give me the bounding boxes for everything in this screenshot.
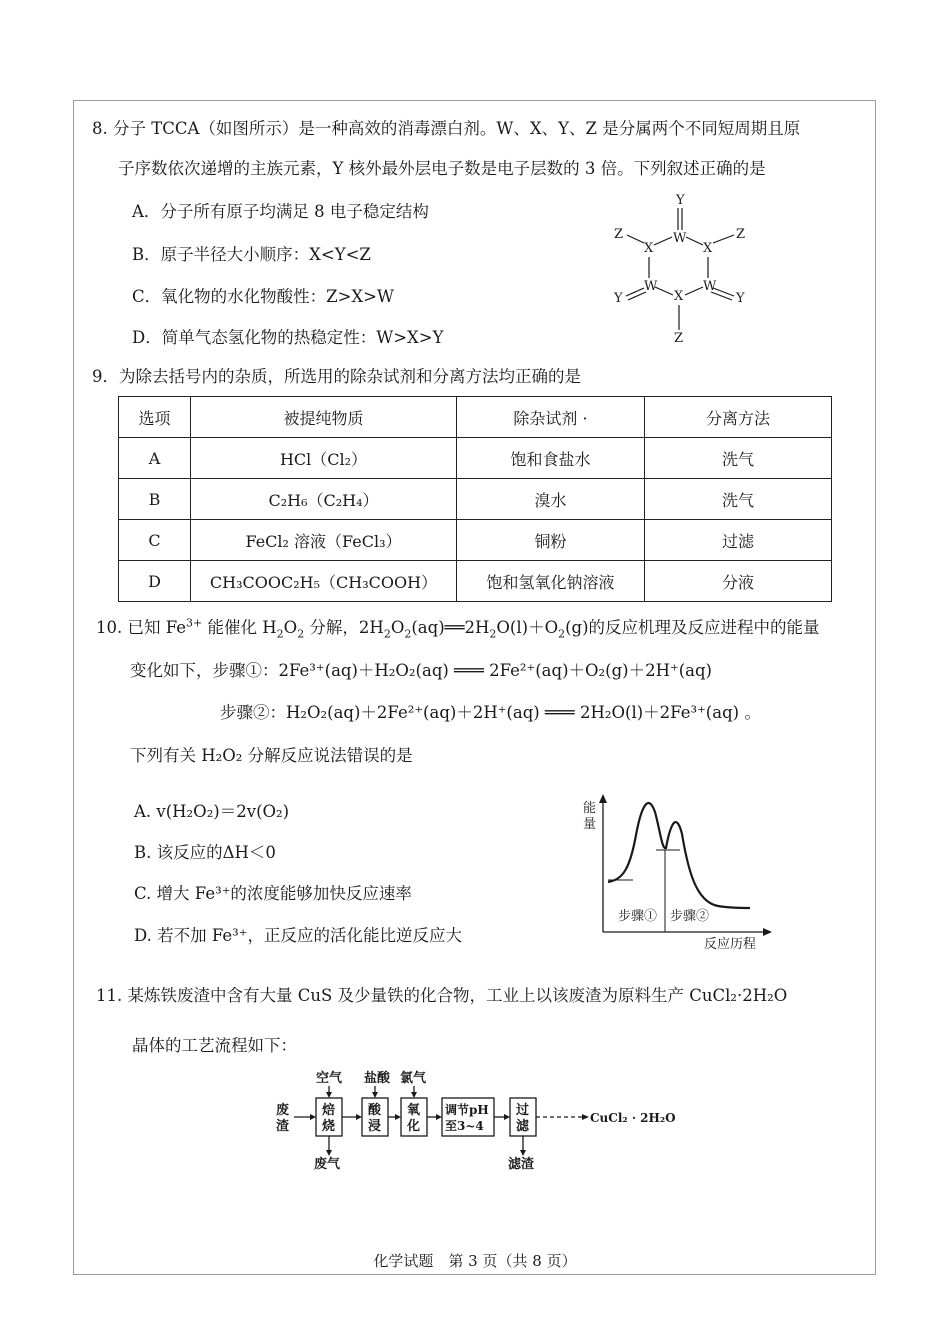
- table-cell: 洗气: [645, 479, 832, 520]
- mol-atom-w-top: W: [673, 231, 687, 246]
- q10-step2: 步骤②：H₂O₂(aq)＋2Fe²⁺(aq)＋2H⁺(aq) ═══ 2H₂O(l)＋2Fe³⁺(aq) 。: [220, 703, 761, 722]
- flow-air-label: 空气: [316, 1071, 343, 1086]
- q10-text-part: 10. 已知 Fe: [96, 618, 187, 637]
- flow-product-label: CuCl₂ · 2H₂O: [590, 1111, 676, 1125]
- table-cell: B: [119, 479, 191, 520]
- flow-chlorine-label: 氯气: [400, 1071, 427, 1086]
- table-row: [119, 520, 832, 561]
- table-cell: 饱和氢氧化钠溶液: [457, 561, 645, 602]
- flow-box3-bottom: 化: [407, 1119, 421, 1134]
- energy-step2-label: 步骤②: [670, 909, 710, 924]
- table-cell: CH₃COOC₂H₅（CH₃COOH）: [191, 561, 457, 602]
- flow-box2-bottom: 浸: [368, 1119, 382, 1134]
- q10-text-part: 分解，2H: [304, 618, 384, 637]
- flow-box5-top: 过: [516, 1103, 530, 1118]
- flow-box5-bottom: 滤: [516, 1119, 530, 1134]
- q8-stem-line1: 8. 分子 TCCA（如图所示）是一种高效的消毒漂白剂。W、X、Y、Z 是分属两个不同短周期且原: [92, 119, 801, 138]
- table-row: [119, 438, 832, 479]
- q11-stem-line2: 晶体的工艺流程如下：: [132, 1036, 297, 1055]
- table-cell: 铜粉: [457, 520, 645, 561]
- mol-atom-x-bottom: X: [674, 289, 684, 304]
- mol-atom-w-left: W: [644, 279, 658, 294]
- q10-text-part: O(l)＋O: [496, 618, 559, 637]
- q10-text-part: O: [390, 618, 405, 637]
- flow-box2-top: 酸: [368, 1103, 382, 1118]
- q10-text-part: (g)的反应机理及反应进程中的能量: [565, 618, 820, 637]
- flow-waste-gas-label: 废气: [314, 1157, 341, 1172]
- flow-hcl-label: 盐酸: [364, 1071, 391, 1086]
- q10-stem-line1: 10. 已知 $Fe^{3+}$ 能催化 $H_2O_2$ 分解，$2H_2O_2(aq)══2H_2O(l)+O_2(g)$的反应机理及反应进程中的能量: [96, 616, 820, 641]
- flow-input-bottom: 渣: [276, 1119, 290, 1134]
- q10-text-part: 能催化 H: [202, 618, 277, 637]
- table-cell: FeCl₂ 溶液（FeCl₃）: [191, 520, 457, 561]
- table-cell: 饱和食盐水: [457, 438, 645, 479]
- flow-box3-top: 氧: [407, 1103, 421, 1118]
- table-row: [119, 479, 832, 520]
- page-footer: 化学试题 第 3 页（共 8 页）: [373, 1252, 577, 1270]
- energy-x-label: 反应历程: [704, 937, 757, 952]
- q8-stem-line2: 子序数依次递增的主族元素，Y 核外最外层电子数是电子层数的 3 倍。下列叙述正确的是: [118, 159, 766, 178]
- q8-option-b: B．原子半径大小顺序：X<Y<Z: [132, 245, 371, 264]
- q10-option-c: C. 增大 Fe³⁺的浓度能够加快反应速率: [134, 884, 412, 903]
- table-cell: D: [119, 561, 191, 602]
- table-cell: C: [119, 520, 191, 561]
- mol-atom-z-right: Z: [736, 227, 746, 242]
- tcca-molecule-diagram: [600, 190, 770, 350]
- energy-diagram: [578, 790, 778, 960]
- table-row: [119, 561, 832, 602]
- table-cell: HCl（Cl₂）: [191, 438, 457, 479]
- energy-y-label-2: 量: [583, 817, 597, 832]
- table-header-row: [119, 397, 832, 438]
- q8-option-a: A．分子所有原子均满足 8 电子稳定结构: [132, 202, 429, 221]
- flow-box1-top: 焙: [322, 1103, 336, 1118]
- table-header-cell: 除杂试剂 ·: [457, 397, 645, 438]
- table-cell: 分液: [645, 561, 832, 602]
- table-cell: 过滤: [645, 520, 832, 561]
- mol-atom-z-bottom: Z: [674, 331, 684, 346]
- flow-box4-bottom: 至3~4: [445, 1119, 484, 1133]
- q9-stem: 9．为除去括号内的杂质，所选用的除杂试剂和分离方法均正确的是: [92, 367, 581, 386]
- q10-option-a: A. v(H₂O₂)＝2v(O₂): [134, 802, 290, 821]
- q8-option-d: D．简单气态氢化物的热稳定性：W>X>Y: [132, 328, 444, 347]
- table-header-cell: 被提纯物质: [191, 397, 457, 438]
- table-header-cell: 分离方法: [645, 397, 832, 438]
- table-cell: C₂H₆（C₂H₄）: [191, 479, 457, 520]
- flow-box4-top: 调节pH: [445, 1103, 489, 1117]
- q10-option-b: B. 该反应的ΔH＜0: [134, 843, 276, 862]
- q10-text-part: (aq)══2H: [411, 618, 490, 637]
- mol-atom-x-right: X: [703, 241, 713, 256]
- mol-atom-y-top: Y: [676, 193, 685, 208]
- mol-atom-y-left: Y: [614, 291, 623, 306]
- q10-text-part: O: [283, 618, 298, 637]
- flow-residue-label: 滤渣: [508, 1157, 535, 1172]
- table-cell: 溴水: [457, 479, 645, 520]
- q10-option-d: D. 若不加 Fe³⁺，正反应的活化能比逆反应大: [134, 926, 463, 945]
- mol-atom-y-right: Y: [736, 291, 745, 306]
- process-flowchart: [270, 1068, 690, 1178]
- table-cell: A: [119, 438, 191, 479]
- q9-table: [118, 396, 832, 602]
- flow-input-top: 废: [276, 1103, 290, 1118]
- table-cell: 洗气: [645, 438, 832, 479]
- q8-option-c: C．氧化物的水化物酸性：Z>X>W: [132, 287, 394, 306]
- energy-curve: [608, 803, 750, 908]
- mol-atom-z-left: Z: [614, 227, 624, 242]
- table-header-cell: 选项: [119, 397, 191, 438]
- energy-y-label-1: 能: [583, 801, 597, 816]
- mol-atom-x-left: X: [644, 241, 654, 256]
- q10-step1: 变化如下，步骤①：2Fe³⁺(aq)＋H₂O₂(aq) ═══ 2Fe²⁺(aq)＋O₂(g)＋2H⁺(aq): [130, 661, 712, 680]
- q10-question: 下列有关 H₂O₂ 分解反应说法错误的是: [130, 746, 413, 765]
- flow-box1-bottom: 烧: [322, 1119, 336, 1134]
- mol-atom-w-right: W: [703, 279, 717, 294]
- energy-step1-label: 步骤①: [618, 909, 658, 924]
- q11-stem: 11. 某炼铁废渣中含有大量 CuS 及少量铁的化合物，工业上以该废渣为原料生产 CuCl₂·2H₂O: [96, 986, 788, 1005]
